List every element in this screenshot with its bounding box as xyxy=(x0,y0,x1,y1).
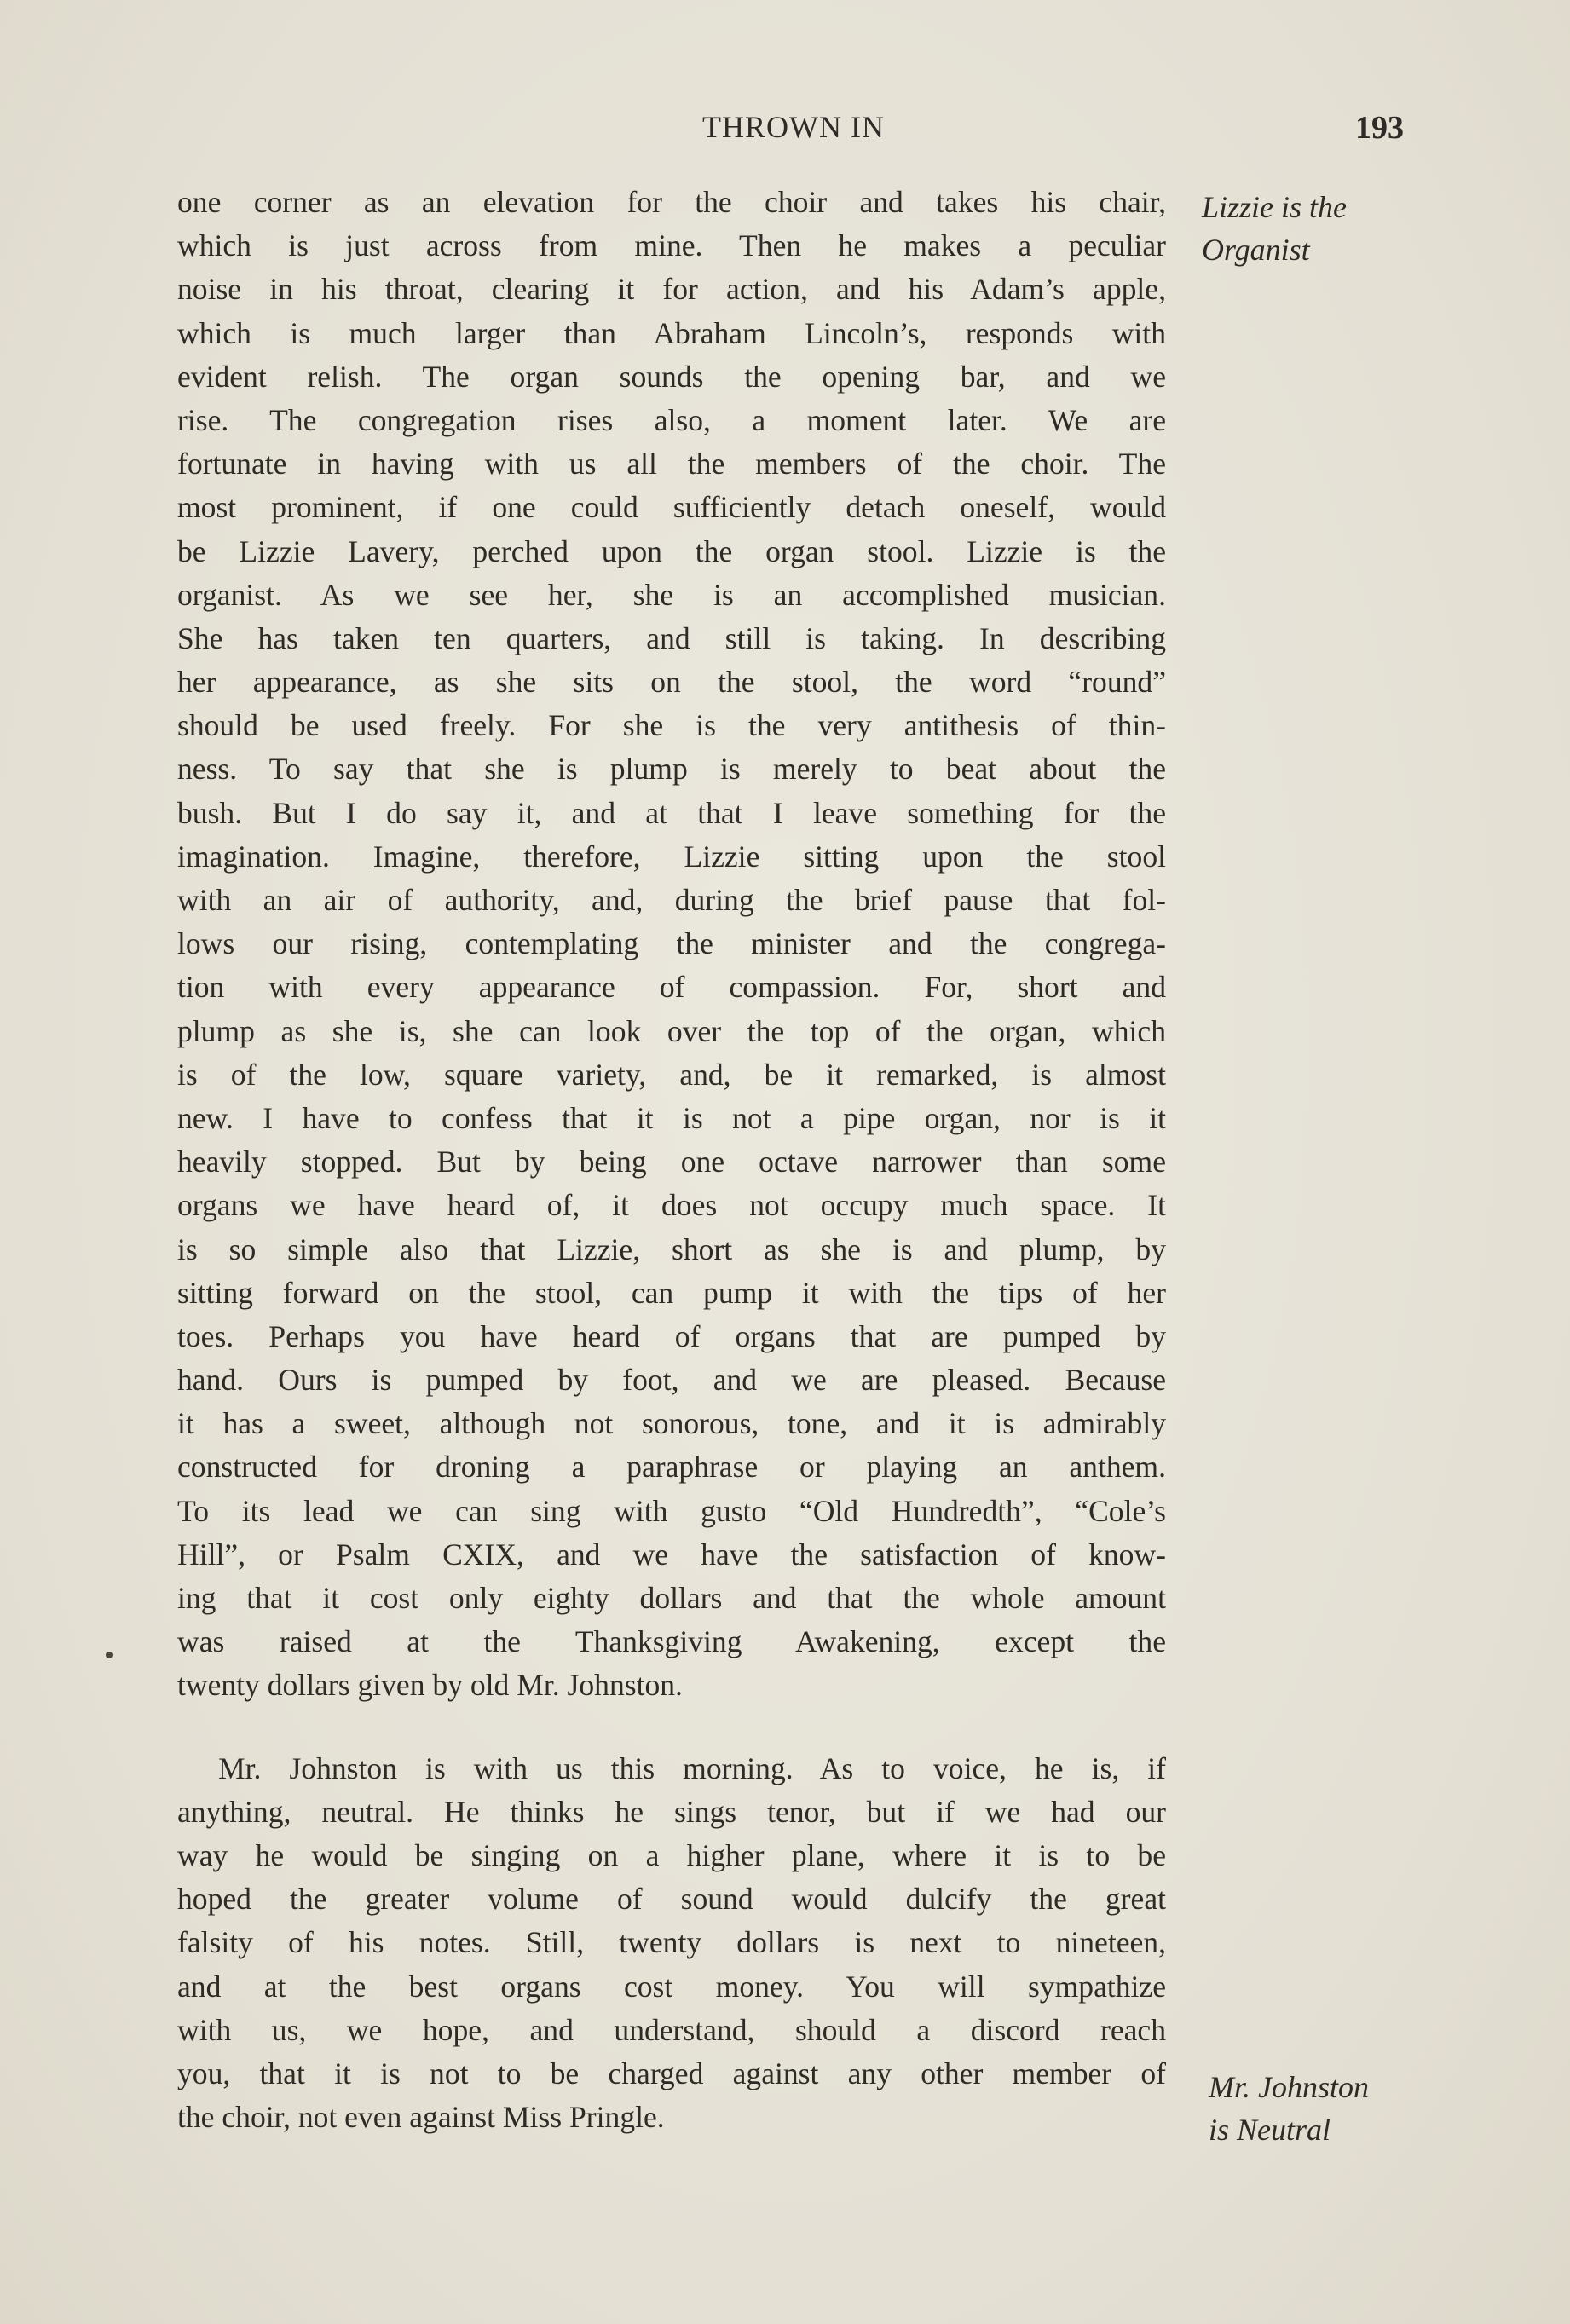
text-line: constructed for droning a paraphrase or playing an anthem. xyxy=(177,1450,1166,1485)
text-line: way he would be singing on a higher plane, where it is to be xyxy=(177,1837,1166,1872)
paragraph-organ xyxy=(177,181,1166,1708)
text-line: should be used freely. For she is the very antithesis of thin- xyxy=(177,708,1166,743)
running-title: THROWN IN xyxy=(702,110,885,144)
text-line: hand. Ours is pumped by foot, and we are pleased. Because xyxy=(177,1363,1166,1398)
text-line: hoped the greater volume of sound would dulcify the great xyxy=(177,1882,1166,1917)
margin-note-line: Lizzie is the xyxy=(1202,190,1348,224)
text-line: Mr. Johnston is with us this morning. As to voice, he is, if xyxy=(218,1750,1166,1785)
text-line: organist. As we see her, she is an accomplished musician. xyxy=(177,577,1166,612)
running-head xyxy=(0,109,1570,152)
text-line: with an air of authority, and, during the brief pause that fol- xyxy=(177,883,1166,917)
text-line: She has taken ten quarters, and still is taking. In describing xyxy=(177,620,1166,655)
text-line: most prominent, if one could sufficiently detach oneself, would xyxy=(177,490,1166,525)
text-line: anything, neutral. He thinks he sings tenor, but if we had our xyxy=(177,1794,1166,1829)
text-line: it has a sweet, although not sonorous, tone, and it is admirably xyxy=(177,1406,1166,1441)
text-line: is of the low, square variety, and, be it remarked, is almost xyxy=(177,1057,1166,1092)
text-line: you, that it is not to be charged against any other member of xyxy=(177,2056,1166,2090)
text-line: was raised at the Thanksgiving Awakening, except the xyxy=(177,1624,1166,1659)
text-line: noise in his throat, clearing it for action, and his Adam’s apple, xyxy=(177,272,1166,307)
text-line: imagination. Imagine, therefore, Lizzie sitting upon the stool xyxy=(177,839,1166,874)
paper-speck xyxy=(106,1652,113,1658)
text-line: which is much larger than Abraham Lincoln’s, responds with xyxy=(177,315,1166,350)
text-line: is so simple also that Lizzie, short as she is and plump, by xyxy=(177,1231,1166,1266)
text-line: tion with every appearance of compassion. For, short and xyxy=(177,970,1166,1005)
text-line: the choir, not even against Miss Pringle. xyxy=(177,2100,665,2135)
paragraph-gap xyxy=(177,1708,1166,1747)
text-line: evident relish. The organ sounds the opening bar, and we xyxy=(177,359,1166,394)
text-line: heavily stopped. But by being one octave narrower than some xyxy=(177,1145,1166,1179)
text-line: ness. To say that she is plump is merely to beat about the xyxy=(177,752,1166,787)
body-text xyxy=(177,181,1166,2139)
margin-note-line: Organist xyxy=(1202,233,1310,267)
text-line: twenty dollars given by old Mr. Johnston. xyxy=(177,1668,683,1703)
text-line: lows our rising, contemplating the minister and the congrega- xyxy=(177,926,1166,961)
margin-note-johnston xyxy=(1209,2066,1369,2151)
text-line: with us, we hope, and understand, should a discord reach xyxy=(177,2012,1166,2047)
text-line: Hill”, or Psalm CXIX, and we have the satisfaction of know- xyxy=(177,1537,1166,1571)
page-number: 193 xyxy=(1355,110,1404,146)
margin-note-lizzie xyxy=(1202,186,1347,271)
text-line: one corner as an elevation for the choir and takes his chair, xyxy=(177,185,1166,219)
text-line: her appearance, as she sits on the stool, the word “round” xyxy=(177,665,1166,700)
text-line: and at the best organs cost money. You will sympathize xyxy=(177,1969,1166,2004)
margin-note-line: Mr. Johnston xyxy=(1209,2070,1369,2104)
text-line: be Lizzie Lavery, perched upon the organ stool. Lizzie is the xyxy=(177,533,1166,568)
text-line: sitting forward on the stool, can pump it with the tips of her xyxy=(177,1275,1166,1310)
text-line: toes. Perhaps you have heard of organs that are pumped by xyxy=(177,1318,1166,1353)
text-line: To its lead we can sing with gusto “Old Hundredth”, “Cole’s xyxy=(177,1493,1166,1528)
text-line: organs we have heard of, it does not occupy much space. It xyxy=(177,1188,1166,1223)
paragraph-johnston xyxy=(177,1747,1166,2140)
text-line: which is just across from mine. Then he makes a peculiar xyxy=(177,228,1166,263)
text-line: new. I have to confess that it is not a pipe organ, nor is it xyxy=(177,1100,1166,1135)
text-line: fortunate in having with us all the members of the choir. The xyxy=(177,447,1166,482)
text-line: rise. The congregation rises also, a moment later. We are xyxy=(177,402,1166,437)
text-line: falsity of his notes. Still, twenty dollars is next to nineteen, xyxy=(177,1925,1166,1960)
text-line: plump as she is, she can look over the top of the organ, which xyxy=(177,1013,1166,1048)
text-line: bush. But I do say it, and at that I leave something for the xyxy=(177,795,1166,830)
margin-note-line: is Neutral xyxy=(1209,2113,1331,2147)
text-line: ing that it cost only eighty dollars and that the whole amount xyxy=(177,1581,1166,1615)
